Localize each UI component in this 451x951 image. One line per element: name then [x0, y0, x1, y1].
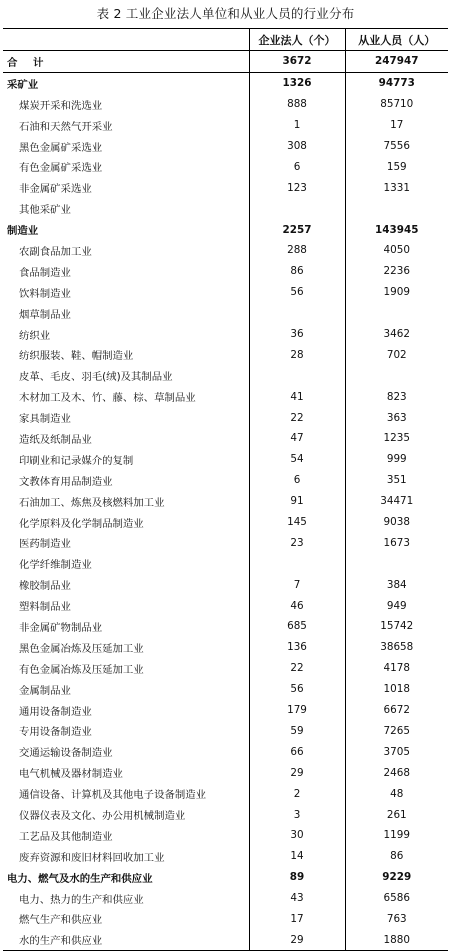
industry-name-cell: 塑料制品业: [19, 601, 71, 614]
employees-count-cell: 7556: [345, 136, 448, 157]
table-row: [3, 51, 448, 73]
firms-count-cell: 179: [249, 700, 345, 721]
firms-count-cell: 47: [249, 428, 345, 449]
industry-name-cell: 造纸及纸制品业: [19, 433, 92, 446]
table-row: [3, 136, 448, 157]
industry-name-cell: 文教体育用品制造业: [19, 475, 113, 488]
industry-name-cell: 石油加工、炼焦及核燃料加工业: [19, 496, 165, 509]
firms-count-cell: [249, 365, 345, 386]
table-row: [3, 428, 448, 449]
firms-count-cell: 1: [249, 115, 345, 136]
employees-count-cell: 949: [345, 595, 448, 616]
table-row: [3, 261, 448, 282]
table-row: [3, 888, 448, 909]
firms-count-cell: 2257: [249, 219, 345, 240]
table-row: [3, 574, 448, 595]
firms-count-cell: 91: [249, 491, 345, 512]
firms-count-cell: [249, 303, 345, 324]
industry-name-cell: 工艺品及其他制造业: [19, 830, 113, 843]
industry-name-cell: 燃气生产和供应业: [19, 914, 103, 927]
employees-count-cell: 4050: [345, 240, 448, 261]
industry-name-cell: 金属制品业: [19, 684, 71, 697]
header-row: [3, 29, 448, 51]
firms-count-cell: 2: [249, 783, 345, 804]
employees-count-cell: 1331: [345, 177, 448, 198]
industry-name-cell: 农副食品加工业: [19, 245, 92, 258]
employees-count-cell: 823: [345, 386, 448, 407]
table-title: 表 2 工业企业法人单位和从业人员的行业分布: [96, 6, 355, 21]
industry-name-cell: 橡胶制品业: [19, 580, 71, 593]
industry-name-cell: 合 计: [3, 51, 249, 73]
firms-count-cell: 56: [249, 679, 345, 700]
industry-name-cell: 饮料制造业: [19, 287, 71, 300]
industry-name-cell: 电力、燃气及水的生产和供应业: [7, 872, 153, 885]
employees-count-cell: 999: [345, 449, 448, 470]
firms-count-cell: 41: [249, 386, 345, 407]
firms-count-cell: 888: [249, 94, 345, 115]
table-row: [3, 449, 448, 470]
industry-name-cell: 化学纤维制造业: [19, 559, 92, 572]
table-row: [3, 595, 448, 616]
industry-name-cell: 通信设备、计算机及其他电子设备制造业: [19, 789, 207, 802]
table-row: [3, 365, 448, 386]
firms-count-cell: 1326: [249, 72, 345, 93]
industry-name-cell: 交通运输设备制造业: [19, 747, 113, 760]
firms-count-cell: 30: [249, 825, 345, 846]
firms-count-cell: 59: [249, 721, 345, 742]
table-row: [3, 553, 448, 574]
industry-name-cell: 皮革、毛皮、羽毛(绒)及其制品业: [19, 371, 173, 384]
table-row: [3, 344, 448, 365]
employees-count-cell: 1909: [345, 282, 448, 303]
employees-count-cell: 38658: [345, 637, 448, 658]
table-row: [3, 94, 448, 115]
table-body: [3, 51, 448, 951]
employees-count-cell: 2236: [345, 261, 448, 282]
table-row: [3, 198, 448, 219]
industry-name-cell: 仪器仪表及文化、办公用机械制造业: [19, 810, 186, 822]
industry-name-cell: 黑色金属矿采选业: [19, 141, 103, 154]
table-row: [3, 700, 448, 721]
firms-count-cell: 29: [249, 929, 345, 950]
employees-count-cell: 48: [345, 783, 448, 804]
table-row: [3, 386, 448, 407]
industry-name-cell: 专用设备制造业: [19, 726, 92, 739]
industry-name-cell: 印刷业和记录媒介的复制: [19, 454, 134, 467]
employees-count-cell: [345, 198, 448, 219]
firms-count-cell: 288: [249, 240, 345, 261]
table-row: [3, 156, 448, 177]
industry-name-cell: 纺织业: [19, 329, 51, 342]
table-row: [3, 219, 448, 240]
firms-count-cell: 14: [249, 846, 345, 867]
header-firms: 企业法人（个）: [249, 29, 345, 51]
table-row: [3, 804, 448, 825]
employees-count-cell: 2468: [345, 762, 448, 783]
industry-name-cell: 非金属矿采选业: [19, 183, 92, 196]
firms-count-cell: 308: [249, 136, 345, 157]
firms-count-cell: 29: [249, 762, 345, 783]
table-row: [3, 909, 448, 930]
firms-count-cell: 54: [249, 449, 345, 470]
industry-name-cell: 制造业: [7, 225, 39, 238]
employees-count-cell: 1199: [345, 825, 448, 846]
employees-count-cell: 159: [345, 156, 448, 177]
employees-count-cell: 3705: [345, 741, 448, 762]
firms-count-cell: 17: [249, 909, 345, 930]
table-row: [3, 846, 448, 867]
employees-count-cell: 6672: [345, 700, 448, 721]
employees-count-cell: 34471: [345, 491, 448, 512]
industry-name-cell: 石油和天然气开采业: [19, 120, 113, 133]
employees-count-cell: 17: [345, 115, 448, 136]
table-row: [3, 470, 448, 491]
table-row: [3, 512, 448, 533]
firms-count-cell: 22: [249, 658, 345, 679]
industry-name-cell: 纺织服装、鞋、帽制造业: [19, 350, 134, 363]
industry-name-cell: 化学原料及化学制品制造业: [19, 517, 144, 530]
firms-count-cell: 36: [249, 324, 345, 345]
employees-count-cell: 1235: [345, 428, 448, 449]
industry-name-cell: 煤炭开采和洗选业: [19, 99, 103, 112]
industry-name-cell: 医药制造业: [19, 538, 71, 551]
employees-count-cell: 3462: [345, 324, 448, 345]
firms-count-cell: 56: [249, 282, 345, 303]
firms-count-cell: 3: [249, 804, 345, 825]
industry-name-cell: 采矿业: [7, 78, 39, 91]
header-employees: 从业人员（人）: [345, 29, 448, 51]
table-row: [3, 177, 448, 198]
firms-count-cell: 145: [249, 512, 345, 533]
employees-count-cell: 85710: [345, 94, 448, 115]
employees-count-cell: 7265: [345, 721, 448, 742]
table-row: [3, 115, 448, 136]
table-row: [3, 929, 448, 950]
employees-count-cell: 15742: [345, 616, 448, 637]
firms-count-cell: [249, 553, 345, 574]
employees-count-cell: 86: [345, 846, 448, 867]
employees-count-cell: 1673: [345, 532, 448, 553]
header-industry: [3, 29, 249, 51]
table-row: [3, 825, 448, 846]
firms-count-cell: 23: [249, 532, 345, 553]
employees-count-cell: 1018: [345, 679, 448, 700]
employees-count-cell: 9229: [345, 867, 448, 888]
employees-count-cell: 363: [345, 407, 448, 428]
employees-count-cell: 702: [345, 344, 448, 365]
industry-distribution-table: [3, 28, 448, 951]
industry-name-cell: 其他采矿业: [19, 204, 71, 217]
firms-count-cell: [249, 198, 345, 219]
firms-count-cell: 6: [249, 156, 345, 177]
firms-count-cell: 46: [249, 595, 345, 616]
firms-count-cell: 43: [249, 888, 345, 909]
firms-count-cell: 28: [249, 344, 345, 365]
employees-count-cell: 247947: [345, 51, 448, 73]
industry-name-cell: 黑色金属冶炼及压延加工业: [19, 642, 144, 655]
table-row: [3, 867, 448, 888]
employees-count-cell: [345, 553, 448, 574]
industry-name-cell: 非金属矿物制品业: [19, 621, 103, 634]
industry-name-cell: 水的生产和供应业: [19, 935, 103, 948]
industry-name-cell: 通用设备制造业: [19, 705, 92, 718]
firms-count-cell: 123: [249, 177, 345, 198]
table-row: [3, 303, 448, 324]
table-row: [3, 616, 448, 637]
firms-count-cell: 3672: [249, 51, 345, 73]
table-row: [3, 679, 448, 700]
table-row: [3, 637, 448, 658]
table-row: [3, 72, 448, 93]
employees-count-cell: 94773: [345, 72, 448, 93]
table-row: [3, 491, 448, 512]
employees-count-cell: 1880: [345, 929, 448, 950]
employees-count-cell: 143945: [345, 219, 448, 240]
employees-count-cell: [345, 303, 448, 324]
firms-count-cell: 66: [249, 741, 345, 762]
employees-count-cell: 9038: [345, 512, 448, 533]
table-row: [3, 658, 448, 679]
table-row: [3, 240, 448, 261]
table-row: [3, 783, 448, 804]
employees-count-cell: 763: [345, 909, 448, 930]
industry-name-cell: 烟草制品业: [19, 308, 71, 321]
firms-count-cell: 89: [249, 867, 345, 888]
table-row: [3, 407, 448, 428]
employees-count-cell: 6586: [345, 888, 448, 909]
table-row: [3, 762, 448, 783]
employees-count-cell: 351: [345, 470, 448, 491]
employees-count-cell: 4178: [345, 658, 448, 679]
table-row: [3, 532, 448, 553]
firms-count-cell: 7: [249, 574, 345, 595]
employees-count-cell: 384: [345, 574, 448, 595]
industry-name-cell: 电气机械及器材制造业: [19, 768, 123, 781]
industry-name-cell: 有色金属矿采选业: [19, 162, 103, 175]
industry-name-cell: 食品制造业: [19, 266, 71, 279]
industry-name-cell: 有色金属冶炼及压延加工业: [19, 663, 144, 676]
table-row: [3, 721, 448, 742]
table-row: [3, 324, 448, 345]
firms-count-cell: 6: [249, 470, 345, 491]
industry-name-cell: 电力、热力的生产和供应业: [19, 893, 144, 906]
table-row: [3, 741, 448, 762]
firms-count-cell: 136: [249, 637, 345, 658]
firms-count-cell: 22: [249, 407, 345, 428]
table-row: [3, 282, 448, 303]
firms-count-cell: 685: [249, 616, 345, 637]
firms-count-cell: 86: [249, 261, 345, 282]
employees-count-cell: 261: [345, 804, 448, 825]
industry-name-cell: 家具制造业: [19, 413, 71, 426]
industry-name-cell: 木材加工及木、竹、藤、棕、草制品业: [19, 392, 196, 405]
employees-count-cell: [345, 365, 448, 386]
industry-name-cell: 废弃资源和废旧材料回收加工业: [19, 851, 165, 864]
